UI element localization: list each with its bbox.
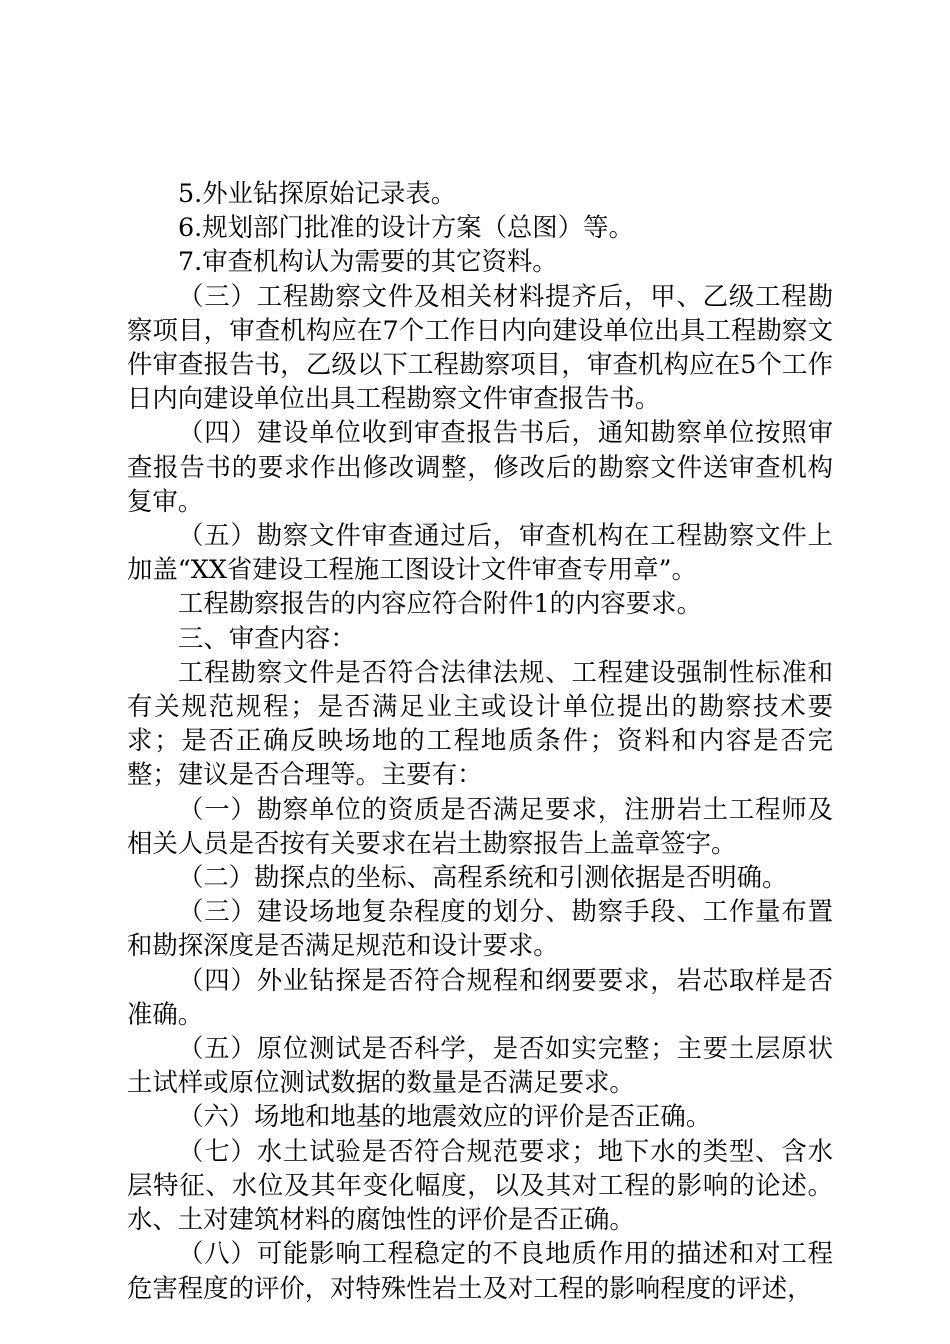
paragraph-review-item-4: （四）外业钻探是否符合规程和纲要要求，岩芯取样是否准确。 [127, 964, 833, 1029]
paragraph-review-item-1: （一）勘察单位的资质是否满足要求，注册岩土工程师及相关人员是否按有关要求在岩土勘察报告上盖章签字。 [127, 793, 833, 858]
paragraph-item-7: 7.审查机构认为需要的其它资料。 [178, 246, 558, 277]
paragraph-section-4: （四）建设单位收到审查报告书后，通知勘察单位按照审查报告书的要求作出修改调整，修改后的勘察文件送审查机构复审。 [127, 417, 833, 516]
section-heading-review-content: 三、审查内容： [178, 622, 356, 653]
paragraph-report-requirement: 工程勘察报告的内容应符合附件1的内容要求。 [178, 588, 702, 619]
paragraph-review-overview: 工程勘察文件是否符合法律法规、工程建设强制性标准和有关规范规程；是否满足业主或设计单位提出的勘察技术要求；是否正确反映场地的工程地质条件；资料和内容是否完整；建议是否合理等。主要有： [127, 656, 833, 790]
paragraph-review-item-3: （三）建设场地复杂程度的划分、勘察手段、工作量布置和勘探深度是否满足规范和设计要求。 [127, 896, 833, 961]
paragraph-review-item-8: （八）可能影响工程稳定的不良地质作用的描述和对工程危害程度的评价，对特殊性岩土及对工程的影响程度的评述， [127, 1238, 833, 1303]
paragraph-review-item-2: （二）勘探点的坐标、高程系统和引测依据是否明确。 [178, 862, 788, 893]
paragraph-review-item-7: （七）水土试验是否符合规范要求；地下水的类型、含水层特征、水位及其年变化幅度，以及其对工程的影响的论述。水、土对建筑材料的腐蚀性的评价是否正确。 [127, 1135, 833, 1235]
paragraph-item-5: 5.外业钻探原始记录表。 [178, 178, 457, 208]
paragraph-section-3: （三）工程勘察文件及相关材料提齐后，甲、乙级工程勘察项目，审查机构应在7个工作日内向建设单位出具工程勘察文件审查报告书，乙级以下工程勘察项目，审查机构应在5个工作日内向建设单位出具工程勘察文件审查报告书。 [127, 280, 833, 414]
document-body [127, 176, 833, 1305]
paragraph-review-item-6: （六）场地和地基的地震效应的评价是否正确。 [178, 1101, 712, 1132]
paragraph-review-item-5: （五）原位测试是否科学，是否如实完整；主要土层原状土试样或原位测试数据的数量是否满足要求。 [127, 1033, 833, 1098]
paragraph-section-5: （五）勘察文件审查通过后，审查机构在工程勘察文件上加盖“XX省建设工程施工图设计文件审查专用章”。 [127, 520, 833, 585]
paragraph-item-6: 6.规划部门批准的设计方案（总图）等。 [178, 212, 634, 243]
